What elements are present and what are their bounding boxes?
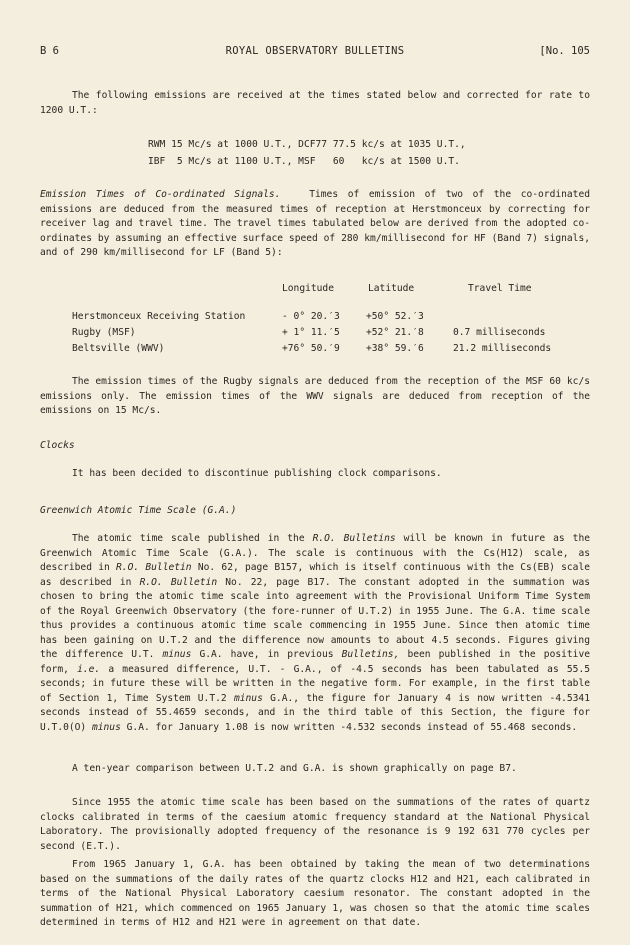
station-name: Beltsville (WWV) xyxy=(72,343,165,354)
running-title: ROYAL OBSERVATORY BULLETINS xyxy=(225,45,405,57)
latitude-cell: +50° 52.′3 xyxy=(366,311,424,322)
station-name: Rugby (MSF) xyxy=(72,327,136,338)
emission-times-paragraph xyxy=(40,188,590,261)
longitude-cell: - 0° 20.′3 xyxy=(282,311,340,322)
publication-title: R.O. Bulletin xyxy=(139,576,218,588)
coordinates-table xyxy=(40,282,600,358)
text-run: a measured difference, U.T. - G.A., of -4.5 seconds has been tabulated as 55.5 seconds; in future these will be written in the negative form. For example, in the first table of Section 1, Time System U.T.2 xyxy=(40,663,590,704)
column-header-longitude: Longitude xyxy=(282,283,334,294)
publication-title: R.O. Bulletins xyxy=(312,533,396,544)
intro-paragraph: The following emissions are received at the times stated below and corrected for rate to 1200 U.T.: xyxy=(40,90,590,116)
italic-term: minus xyxy=(91,721,121,733)
italic-term: minus xyxy=(233,692,263,704)
clocks-paragraph: It has been decided to discontinue publishing clock comparisons. xyxy=(72,468,442,479)
emission-note-paragraph: The emission times of the Rugby signals are deduced from the reception of the MSF 60 kc/s emissions only. The emission times of the WWV signals are deduced from reception of the emissions on 15 Mc/s. xyxy=(40,376,590,416)
latitude-cell: +52° 21.′8 xyxy=(366,327,424,338)
emission-line: IBF 5 Mc/s at 1100 U.T., MSF 60 kc/s at 1500 U.T. xyxy=(148,156,460,167)
table-header-row xyxy=(40,282,600,298)
travel-cell: 0.7 milliseconds xyxy=(453,327,546,338)
text-run: No. 22, page B17. The constant adopted in the summation was chosen to bring the atomic time scale into agreement with the Provisional Uniform Time System of the Royal Greenwich Observatory (the fore-runner of U.T.2) in 1955 June. The G.A. time scale thus provides a continuous atomic time scale commencing in 1955 June. Since then atomic time has been gaining on U.T.2 and the difference now amounts to about 4.5 seconds. Figures giving the difference U.T. xyxy=(40,576,590,660)
text-run: will be known in future as the Greenwich Atomic Time Scale (G.A.). The scale is continuous with the Cs(H12) scale, as described in xyxy=(40,533,590,573)
text-run: The atomic time scale published in the xyxy=(72,533,313,544)
text-run: No. 62, page B157, which is itself continuous with the Cs(EB) scale as described in xyxy=(40,562,590,588)
italic-term: minus xyxy=(162,649,192,660)
emission-list xyxy=(148,138,466,172)
page-number: B 6 xyxy=(40,45,59,57)
table-row xyxy=(40,310,600,326)
italic-term: i.e. xyxy=(77,663,101,675)
clocks-heading: Clocks xyxy=(40,440,75,451)
paragraph-text: Times of emission of two of the co-ordinated emissions are deduced from the measured times of reception at Herstmonceux by correcting for receiver lag and travel time. The travel times tabulated below are derived from the adopted co-ordinates by assuming an effective surface speed of 280 km/millisecond for HF (Band 7) signals, and of 290 km/millisecond for LF (Band 5): xyxy=(40,189,591,258)
column-header-travel: Travel Time xyxy=(468,283,532,294)
text-run: G.A. for January 1.08 is now written -4.532 seconds instead of 55.468 seconds. xyxy=(120,721,578,733)
travel-cell: 21.2 milliseconds xyxy=(453,343,552,354)
table-row xyxy=(40,326,600,342)
publication-title: R.O. Bulletin xyxy=(116,562,192,573)
ga-paragraph-2: A ten-year comparison between U.T.2 and G.A. is shown graphically on page B7. xyxy=(72,763,517,774)
ga-paragraph-4: From 1965 January 1, G.A. has been obtained by taking the mean of two determinations based on the summations of the daily rates of the quartz clocks H12 and H21, each calibrated in terms of the National Physical Laboratory caesium resonator. The constant adopted in the summation of H21, which commenced on 1965 January 1, was chosen so that the atomic time scales determined in terms of H12 and H21 were in agreement on that date. xyxy=(40,859,590,928)
station-name: Herstmonceux Receiving Station xyxy=(72,311,246,322)
longitude-cell: + 1° 11.′5 xyxy=(282,327,340,338)
text-run: G.A., the figure for January 4 is now written -4.5341 seconds instead of 55.4659 seconds, and in the third table of this Section, the figure for U.T.0(O) xyxy=(40,692,590,733)
longitude-cell: +76° 50.′9 xyxy=(282,343,340,354)
ga-paragraph-1 xyxy=(40,532,590,735)
page-header xyxy=(40,44,590,60)
text-run: been published in the positive form, xyxy=(40,649,590,675)
ga-heading: Greenwich Atomic Time Scale (G.A.) xyxy=(40,505,237,516)
section-heading: Emission Times of Co-ordinated Signals. xyxy=(40,189,281,200)
text-run: G.A. have, in previous xyxy=(191,649,342,660)
publication-title: Bulletins, xyxy=(341,649,400,660)
bulletin-number: [No. 105 xyxy=(539,45,590,57)
latitude-cell: +38° 59.′6 xyxy=(366,343,424,354)
emission-line: RWM 15 Mc/s at 1000 U.T., DCF77 77.5 kc/s at 1035 U.T., xyxy=(148,139,466,150)
column-header-latitude: Latitude xyxy=(368,283,415,294)
table-row xyxy=(40,342,600,358)
ga-paragraph-3: Since 1955 the atomic time scale has been based on the summations of the rates of quartz clocks calibrated in terms of the caesium atomic frequency standard at the National Physical Laboratory. The provisionally adopted frequency of the resonance is 9 192 631 770 cycles per second (E.T.). xyxy=(40,797,590,852)
